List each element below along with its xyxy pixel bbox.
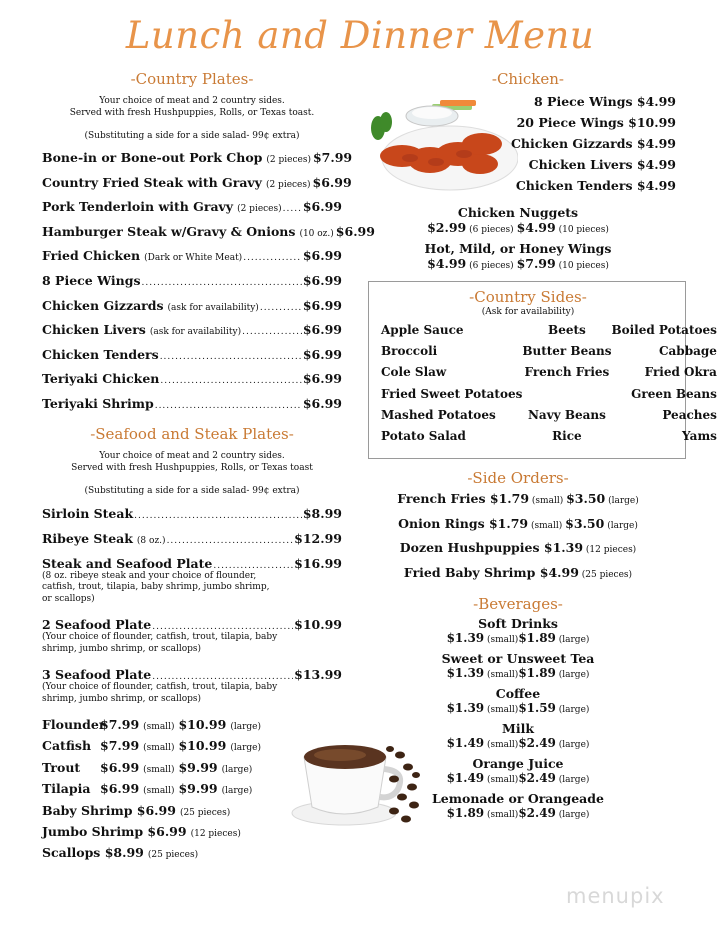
- size-large: (large): [555, 775, 590, 786]
- beverages-list: [368, 616, 688, 820]
- size-small: (small): [484, 775, 519, 786]
- beverage-item: [368, 721, 668, 750]
- chicken-item: 8 Piece Wings $4.99: [534, 94, 676, 109]
- size-2: (large): [604, 520, 638, 531]
- sides-availability-note: (Ask for availability): [481, 307, 575, 317]
- side-orders-heading: -Side Orders-: [467, 469, 569, 488]
- item-name: Chicken Livers: [42, 322, 146, 338]
- item-line: [42, 617, 342, 632]
- item-line: [42, 506, 342, 521]
- item-detail: (ask for availability): [167, 302, 259, 313]
- country-plates-heading: -Country Plates-: [130, 70, 254, 88]
- side-item: Cabbage: [658, 344, 717, 359]
- size-large: (large): [555, 670, 590, 681]
- price-small: $7.99: [100, 738, 140, 754]
- price-large: $9.99: [178, 781, 218, 797]
- price-large: $2.49: [518, 736, 556, 751]
- side-item: Navy Beans: [527, 407, 606, 422]
- intro-line: Your choice of meat and 2 country sides.: [99, 96, 285, 106]
- size-large: (large): [555, 705, 590, 716]
- side-item: Cole Slaw: [381, 365, 447, 380]
- item-name: 2 Seafood Plate: [42, 617, 152, 633]
- side-item: Potato Salad: [381, 428, 466, 443]
- item-price: $6.99: [302, 248, 342, 264]
- price-large: $10.99: [178, 717, 227, 733]
- size-2: (10 pieces): [555, 225, 609, 235]
- price-1: $2.99: [427, 220, 467, 235]
- item-name: Flounder: [42, 717, 106, 733]
- menu-item: [42, 199, 342, 224]
- size-large: (large): [221, 786, 253, 797]
- size-1: (6 pieces): [466, 261, 517, 271]
- leader-dots: [152, 672, 293, 682]
- side-item: Green Beans: [631, 386, 717, 401]
- extra-item: [42, 845, 342, 866]
- item-prices: [368, 701, 668, 715]
- item-name: Hamburger Steak w/Gravy & Onions: [42, 223, 296, 239]
- menu-item: [42, 298, 342, 323]
- menu-item: [42, 223, 375, 249]
- side-orders-list: [368, 491, 688, 589]
- size-small: (small): [143, 722, 175, 733]
- item-name: Country Fried Steak with Gravy: [42, 174, 262, 190]
- size-small: (small): [143, 764, 175, 775]
- leader-dots: [260, 303, 302, 313]
- item-name: Milk: [502, 721, 534, 737]
- item-name: Tilapia: [42, 781, 91, 797]
- item-name: Catfish: [42, 738, 92, 754]
- leader-dots: [160, 376, 301, 386]
- size-large: (large): [230, 743, 261, 754]
- item-name: Chicken Nuggets: [457, 205, 579, 220]
- leader-dots: [243, 253, 302, 263]
- price-large: $2.49: [518, 806, 556, 821]
- beverage-item: [368, 616, 668, 645]
- item-detail: (2 pieces): [237, 204, 282, 215]
- intro-line: Served with fresh Hushpuppies, Rolls, or Texas toast.: [69, 108, 315, 118]
- size-small: (small): [484, 810, 519, 821]
- item-name: Sweet or Unsweet Tea: [441, 651, 595, 667]
- item-prices: [368, 666, 668, 680]
- item-name: 8 Piece Wings: [42, 272, 141, 288]
- chicken-item: 20 Piece Wings $10.99: [516, 115, 676, 130]
- beverage-item: [368, 651, 668, 680]
- size-large: (large): [221, 764, 253, 775]
- chicken-item: Chicken Gizzards $4.99: [510, 136, 676, 151]
- country-plates-intro: [42, 95, 342, 119]
- country-plates-list: [42, 150, 375, 421]
- menu-item: [42, 506, 342, 521]
- item-detail: (2 pieces): [265, 179, 311, 190]
- price-1: $1.79: [489, 491, 530, 507]
- size-1: (25 pieces): [578, 569, 633, 580]
- price-1: $1.79: [488, 515, 529, 531]
- item-price: $12.99: [294, 530, 342, 546]
- seafood-intro: [42, 450, 342, 474]
- item-name: Pork Tenderloin with Gravy: [42, 199, 234, 215]
- item-price: $6.99: [302, 322, 342, 338]
- item-price: $10.99: [294, 617, 342, 633]
- leader-dots: [160, 352, 302, 362]
- item-name: Sirloin Steak: [42, 505, 134, 521]
- size-1: (6 pieces): [466, 225, 517, 235]
- price-small: $6.99: [100, 781, 140, 797]
- menu-item: [42, 347, 342, 372]
- item-line: [42, 667, 342, 682]
- item-price: $16.99: [294, 555, 342, 571]
- leader-dots: [242, 327, 302, 337]
- size-large: (large): [230, 722, 261, 733]
- size-2: (large): [605, 496, 639, 507]
- country-sides-heading: -Country Sides-: [469, 288, 587, 306]
- item-name: Scallops $8.99: [42, 845, 144, 861]
- item-name: 3 Seafood Plate: [42, 667, 152, 683]
- item-prices: [368, 631, 668, 645]
- menu-item: [42, 667, 342, 705]
- leader-dots: [155, 401, 302, 411]
- item-price: $8.99: [302, 505, 342, 521]
- price-small: $1.49: [446, 736, 485, 751]
- item-name: French Fries: [397, 491, 490, 507]
- item-name: Fried Chicken: [42, 248, 141, 264]
- side-item: French Fries: [524, 365, 610, 380]
- item-name: Soft Drinks: [478, 616, 558, 632]
- item-price: $7.99: [312, 150, 353, 165]
- chicken-heading: -Chicken-: [491, 70, 564, 88]
- beverage-item: [368, 791, 668, 820]
- leader-dots: [283, 204, 302, 214]
- side-item: Rice: [552, 428, 582, 443]
- price-small: $1.39: [446, 666, 485, 681]
- size-large: (large): [555, 635, 590, 646]
- item-name: Orange Juice: [472, 756, 564, 772]
- chicken-item: Chicken Livers $4.99: [528, 157, 676, 172]
- item-prices: [368, 220, 668, 235]
- item-description: (Your choice of flounder, catfish, trout, tilapia, baby shrimp, jumbo shrimp, or scallops): [42, 632, 278, 654]
- item-detail: (Dark or White Meat): [144, 253, 243, 264]
- item-name: Steak and Seafood Plate: [42, 555, 213, 571]
- side-item: Broccoli: [381, 344, 438, 359]
- item-price: $6.99: [302, 199, 342, 215]
- leader-dots: [167, 536, 294, 546]
- item-price: $13.99: [294, 667, 342, 683]
- price-1: $4.99: [427, 256, 467, 271]
- item-description: (Your choice of flounder, catfish, trout, tilapia, baby shrimp, jumbo shrimp, or scallops): [42, 682, 278, 704]
- price-2: $3.50: [566, 491, 606, 507]
- country-sides-box: [368, 281, 717, 459]
- item-price: $6.99: [302, 272, 342, 288]
- item-name: Chicken Tenders: [42, 346, 159, 362]
- item-prices: [368, 806, 668, 820]
- leader-dots: [152, 622, 293, 632]
- side-item: Peaches: [662, 407, 717, 422]
- item-detail: (8 oz.): [136, 535, 166, 546]
- item-name: Coffee: [495, 686, 541, 702]
- intro-line: Your choice of meat and 2 country sides.: [99, 450, 285, 461]
- item-name: Jumbo Shrimp $6.99: [42, 823, 187, 839]
- item-detail: (25 pieces): [147, 850, 199, 861]
- item-prices: [368, 736, 668, 750]
- price-small: $1.39: [446, 701, 485, 716]
- item-detail: (ask for availability): [149, 327, 242, 338]
- size-1: (small): [529, 496, 567, 507]
- side-order-item: [368, 540, 668, 565]
- side-item: Apple Sauce: [381, 323, 464, 337]
- item-name: Bone-in or Bone-out Pork Chop: [42, 150, 263, 165]
- side-item: Yams: [682, 428, 717, 443]
- menu-item: [42, 617, 342, 655]
- side-item: Fried Okra: [644, 365, 717, 380]
- menu-item: [42, 396, 342, 421]
- size-small: (small): [484, 635, 519, 646]
- size-large: (large): [555, 740, 590, 751]
- item-name: Teriyaki Chicken: [42, 371, 160, 387]
- item-name: Teriyaki Shrimp: [42, 395, 154, 411]
- item-price: $6.99: [335, 223, 375, 239]
- price-1: $1.39: [543, 540, 584, 556]
- menu-item: [42, 371, 342, 396]
- item-line: [42, 556, 342, 571]
- item-detail: (12 pieces): [190, 828, 241, 839]
- item-name: Baby Shrimp $6.99: [42, 802, 176, 818]
- price-2: $3.50: [565, 515, 605, 531]
- item-price: $6.99: [302, 395, 342, 411]
- item-prices: [368, 771, 668, 785]
- flavored-wings: [368, 241, 688, 271]
- price-1: $4.99: [539, 564, 579, 580]
- size-small: (small): [484, 740, 519, 751]
- item-name: Trout: [42, 759, 81, 775]
- size-small: (small): [143, 786, 175, 797]
- beverage-item: [368, 686, 668, 715]
- menu-item: [42, 150, 353, 175]
- item-name: Chicken Gizzards: [42, 297, 164, 313]
- size-2: (10 pieces): [555, 261, 609, 271]
- chicken-list: [368, 94, 688, 199]
- leader-dots: [134, 511, 302, 521]
- item-name: Ribeye Steak: [42, 530, 133, 546]
- menu-item: [42, 248, 342, 273]
- leader-dots: [213, 561, 293, 571]
- right-column: [368, 70, 717, 826]
- side-order-item: [368, 516, 668, 541]
- side-item: [522, 387, 611, 408]
- size-large: (large): [555, 810, 590, 821]
- side-order-item: [368, 491, 668, 516]
- leader-dots: [142, 278, 302, 288]
- price-large: $1.89: [518, 666, 556, 681]
- price-large: $9.99: [178, 759, 218, 775]
- beverage-item: [368, 756, 668, 785]
- price-small: $1.49: [446, 771, 485, 786]
- item-name: Onion Rings: [398, 515, 489, 531]
- price-large: $1.59: [518, 701, 556, 716]
- item-description: (8 oz. ribeye steak and your choice of flounder, catfish, trout, tilapia, baby shrimp, jumbo shrimp, or scallops): [42, 570, 270, 604]
- side-salad-note: (Substituting a side for a side salad- 99¢ extra): [84, 485, 300, 496]
- seafood-steak-heading: -Seafood and Steak Plates-: [90, 424, 294, 443]
- side-order-item: [368, 565, 668, 590]
- watermark: menupix: [566, 884, 665, 908]
- price-2: $7.99: [516, 256, 556, 271]
- sides-grid: [381, 323, 717, 450]
- side-salad-note: (Substituting a side for a side salad- 99¢ extra): [84, 131, 300, 141]
- price-small: $1.89: [446, 806, 485, 821]
- item-price: $6.99: [312, 174, 352, 190]
- item-price: $6.99: [302, 371, 342, 387]
- size-small: (small): [484, 705, 519, 716]
- size-small: (small): [484, 670, 519, 681]
- menu-item: [42, 174, 352, 200]
- item-name: Fried Baby Shrimp: [403, 564, 540, 580]
- item-price: $6.99: [302, 346, 342, 362]
- menu-item: [42, 531, 342, 546]
- side-item: Mashed Potatoes: [381, 407, 496, 422]
- price-small: $7.99: [100, 717, 140, 733]
- beverages-heading: -Beverages-: [473, 595, 563, 614]
- menu-item: [42, 273, 342, 298]
- side-item: Beets: [548, 323, 586, 337]
- item-price: $6.99: [302, 297, 342, 313]
- item-detail: (2 pieces): [266, 155, 311, 165]
- chicken-item: Chicken Tenders $4.99: [515, 178, 676, 193]
- item-detail: (25 pieces): [179, 807, 231, 818]
- price-2: $4.99: [516, 220, 556, 235]
- seafood-plates-list: [42, 506, 342, 706]
- price-large: $2.49: [518, 771, 556, 786]
- menu-item: [42, 556, 342, 606]
- menu-title: Lunch and Dinner Menu: [125, 14, 595, 57]
- item-prices: [368, 256, 668, 271]
- side-item: Fried Sweet Potatoes: [381, 386, 523, 401]
- item-detail: (10 oz.): [299, 228, 334, 239]
- price-large: $10.99: [178, 738, 227, 754]
- side-item: Boiled Potatoes: [611, 323, 717, 337]
- item-name: Lemonade or Orangeade: [432, 791, 604, 807]
- price-large: $1.89: [518, 631, 556, 646]
- price-small: $1.39: [446, 631, 485, 646]
- intro-line: Served with fresh Hushpuppies, Rolls, or Texas toast: [71, 462, 313, 473]
- size-1: (12 pieces): [583, 545, 637, 556]
- size-1: (small): [528, 520, 566, 531]
- price-small: $6.99: [100, 759, 140, 775]
- item-name: Hot, Mild, or Honey Wings: [424, 241, 612, 256]
- side-item: Butter Beans: [522, 344, 612, 359]
- item-line: [42, 531, 342, 546]
- chicken-nuggets: [368, 205, 688, 235]
- size-small: (small): [143, 743, 175, 754]
- menu-item: [42, 322, 342, 347]
- item-name: Dozen Hushpuppies: [399, 540, 544, 556]
